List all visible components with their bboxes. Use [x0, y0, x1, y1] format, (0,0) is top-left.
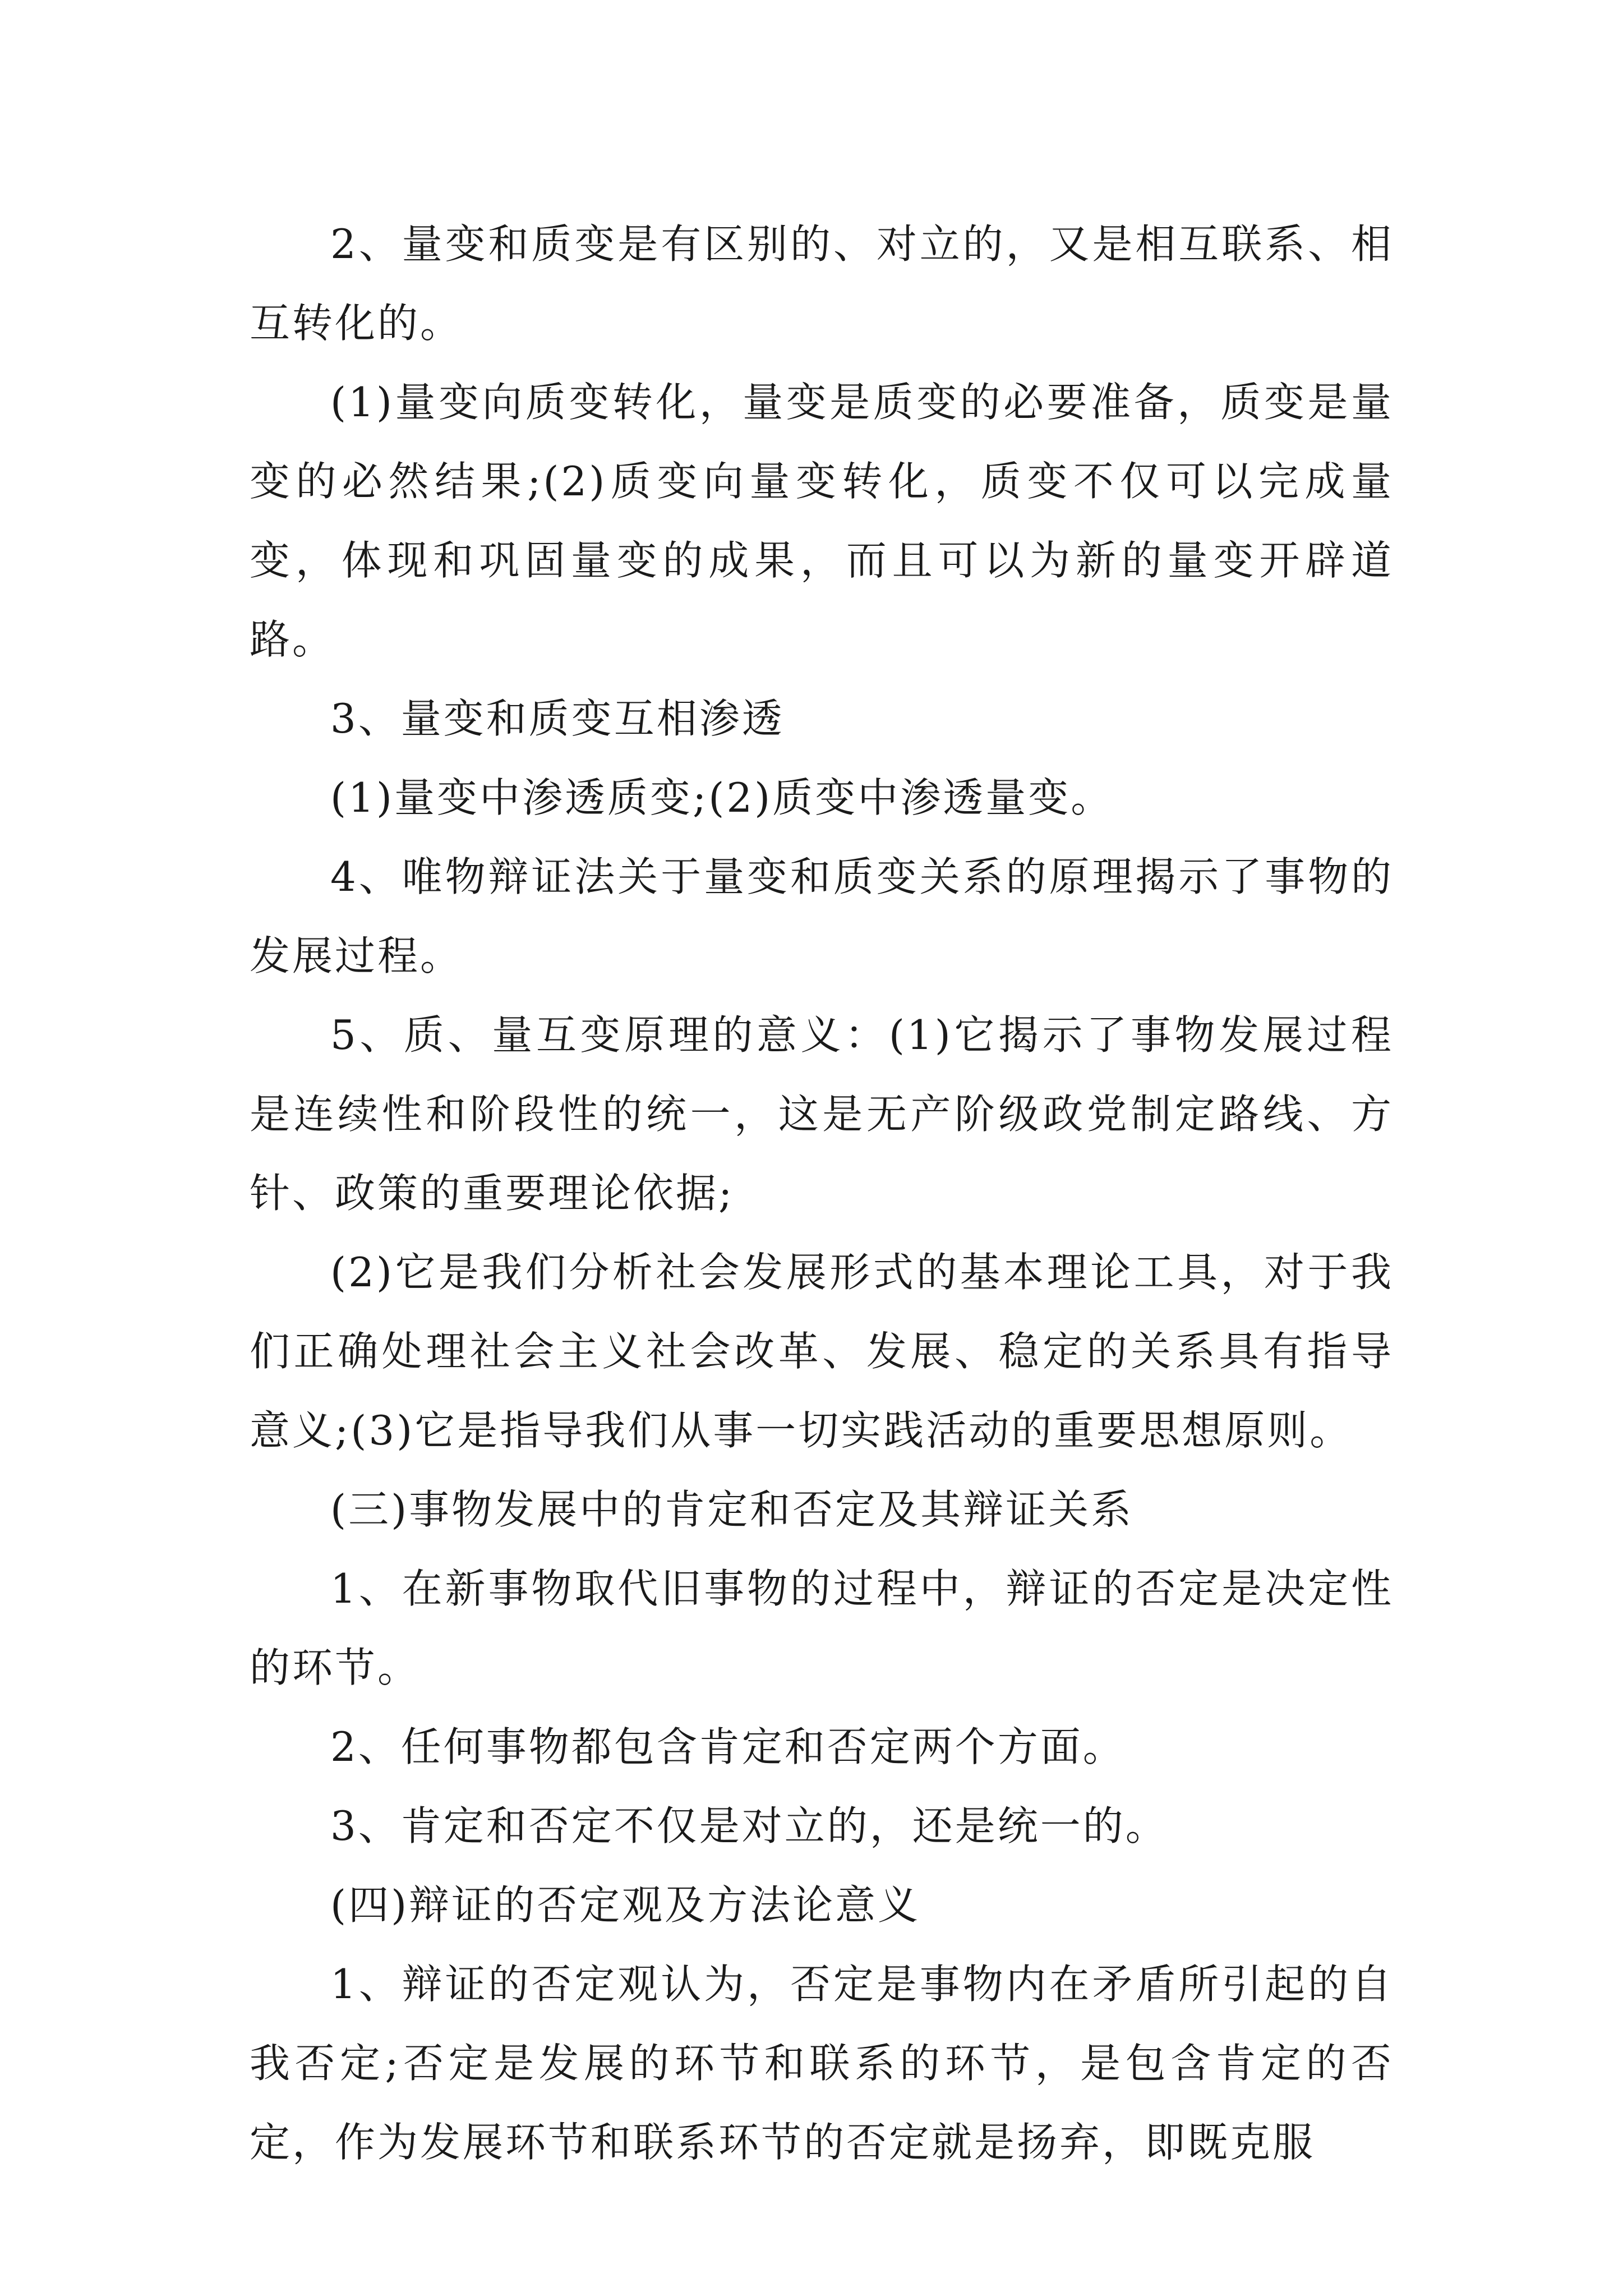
paragraph-4: (1)量变中渗透质变;(2)质变中渗透量变。 [330, 774, 1114, 821]
paragraph-5: 4、唯物辩证法关于量变和质变关系的原理揭示了事物的发展过程。 [250, 853, 1394, 979]
paragraph-2: (1)量变向质变转化，量变是质变的必要准备，质变是量变的必然结果;(2)质变向量变转化，质变不仅可以完成量变，体现和巩固量变的成果，而且可以为新的量变开辟道路。 [250, 379, 1394, 663]
paragraph-9: 2、任何事物都包含肯定和否定两个方面。 [330, 1723, 1126, 1770]
section-heading-4: (四)辩证的否定观及方法论意义 [330, 1881, 921, 1929]
document-body [250, 205, 1394, 2182]
paragraph-10: 3、肯定和否定不仅是对立的，还是统一的。 [330, 1802, 1168, 1849]
paragraph-7: (2)它是我们分析社会发展形式的基本理论工具，对于我们正确处理社会主义社会改革、发展、稳定的关系具有指导意义;(3)它是指导我们从事一切实践活动的重要思想原则。 [250, 1249, 1394, 1454]
paragraph-3: 3、量变和质变互相渗透 [330, 695, 785, 742]
paragraph-8: 1、在新事物取代旧事物的过程中，辩证的否定是决定性的环节。 [250, 1565, 1394, 1691]
paragraph-11: 1、辩证的否定观认为，否定是事物内在矛盾所引起的自我否定;否定是发展的环节和联系的环节，是包含肯定的否定，作为发展环节和联系环节的否定就是扬弃，即既克服 [250, 1961, 1394, 2166]
section-heading-3: (三)事物发展中的肯定和否定及其辩证关系 [330, 1486, 1134, 1533]
paragraph-6: 5、质、量互变原理的意义：(1)它揭示了事物发展过程是连续性和阶段性的统一，这是无产阶级政党制定路线、方针、政策的重要理论依据; [250, 1011, 1394, 1217]
paragraph-1: 2、量变和质变是有区别的、对立的，又是相互联系、相互转化的。 [250, 220, 1394, 347]
